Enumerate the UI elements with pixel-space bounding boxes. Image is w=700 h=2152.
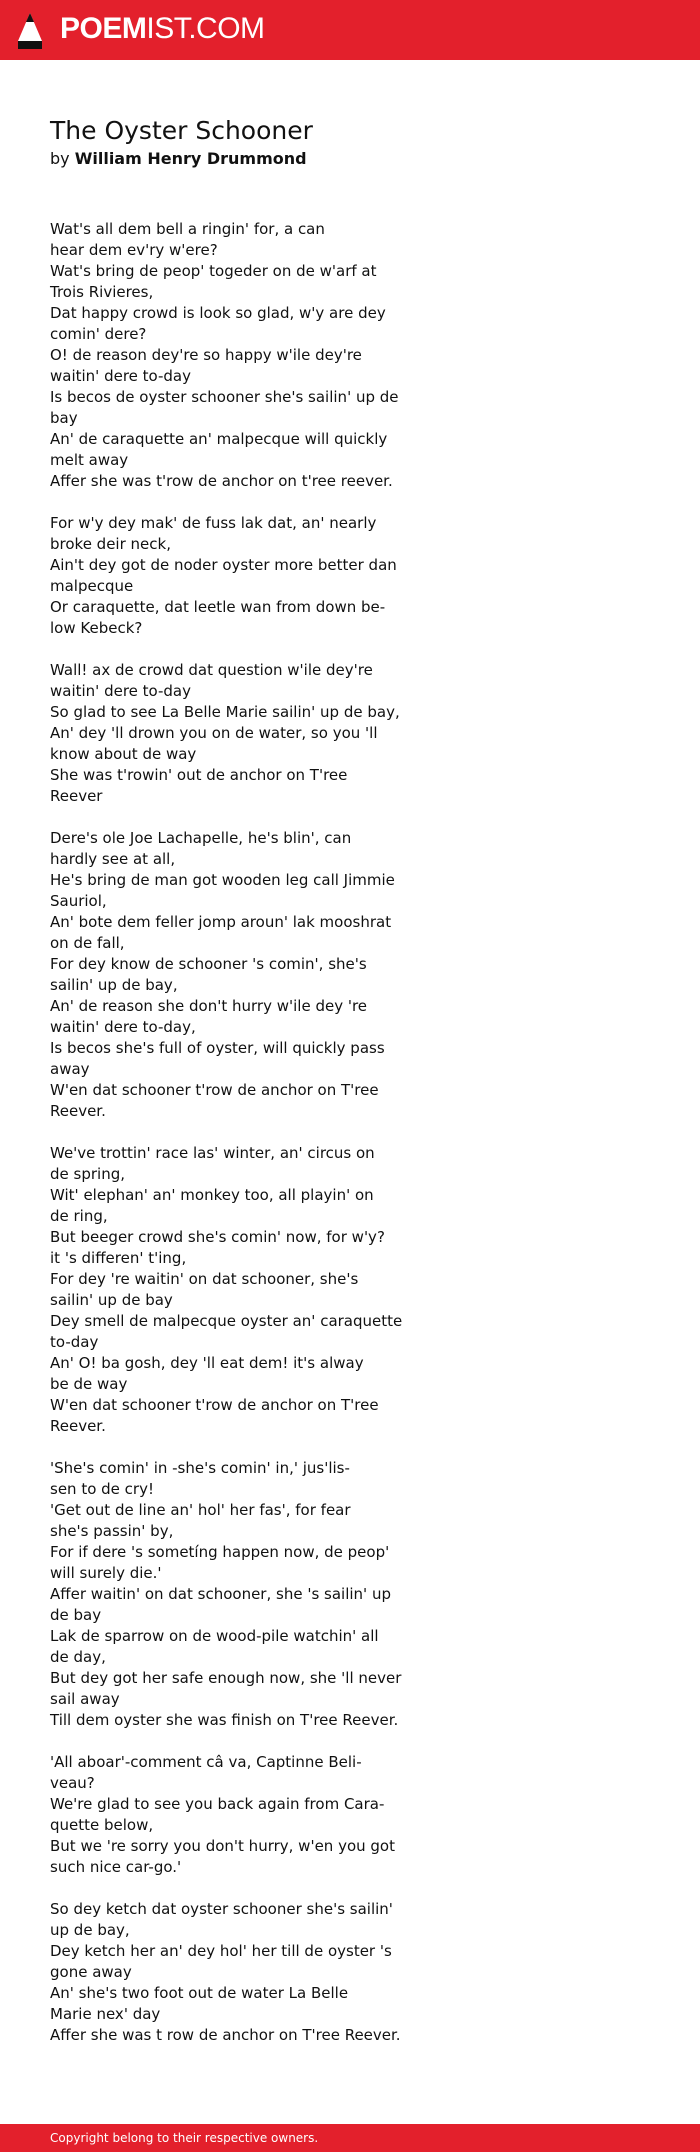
poem-line: But we 're sorry you don't hurry, w'en you got [50,1837,395,1855]
poem-line: Ain't dey got de noder oyster more better dan [50,556,397,574]
poem-line: For dey know de schooner 's comin', she's [50,955,367,973]
poem-line: bay [50,409,78,427]
poem-line: to-day [50,1333,99,1351]
poem-line: low Kebeck? [50,619,143,637]
poem-line: on de fall, [50,934,125,952]
poem-line: An' dey 'll drown you on de water, so you 'll [50,724,378,742]
poem-line: But dey got her safe enough now, she 'll never [50,1669,402,1687]
poem-line: Or caraquette, dat leetle wan from down be- [50,598,386,616]
poem-line: An' de reason she don't hurry w'ile dey 're [50,997,368,1015]
site-footer [0,2124,700,2152]
poem-line: Is becos de oyster schooner she's sailin' up de [50,388,399,406]
poem-line: An' she's two foot out de water La Belle [50,1984,349,2002]
site-logo[interactable] [60,11,265,47]
poem-line: O! de reason dey're so happy w'ile dey're [50,346,362,364]
poem-line: Wat's bring de peop' togeder on de w'arf at [50,262,377,280]
poem-line: de ring, [50,1207,108,1225]
poem-line: For w'y dey mak' de fuss lak dat, an' nearly [50,514,377,532]
poem-line: Lak de sparrow on de wood-pile watchin' all [50,1627,379,1645]
copyright-text: Copyright belong to their respective owners. [50,2131,319,2145]
by-label: by [50,149,70,168]
poem-line: malpecque [50,577,134,595]
poem-line: We're glad to see you back again from Cara- [50,1795,385,1813]
poem-line: Dat happy crowd is look so glad, w'y are dey [50,304,386,322]
poem-line: de day, [50,1648,106,1666]
poem-line: Affer waitin' on dat schooner, she 's sailin' up [50,1585,391,1603]
poem-line: He's bring de man got wooden leg call Jimmie [50,871,395,889]
poem-line: An' O! ba gosh, dey 'll eat dem! it's alway [50,1354,364,1372]
stanza [50,513,397,639]
poem-line: An' bote dem feller jomp aroun' lak mooshrat [50,913,392,931]
poem-line: But beeger crowd she's comin' now, for w'y? [50,1228,385,1246]
poem-line: An' de caraquette an' malpecque will quickly [50,430,388,448]
poem-line: de spring, [50,1165,125,1183]
stanza [50,1458,402,1731]
poem-line: comin' dere? [50,325,147,343]
poem-line: Marie nex' day [50,2005,161,2023]
poem-line: she's passin' by, [50,1522,174,1540]
logo-light-text: IST.COM [146,12,265,45]
stanza [50,828,395,1122]
poem-line: 'She's comin' in -she's comin' in,' jus'lis- [50,1459,350,1477]
poem-line: Reever. [50,1102,106,1120]
poem-line: away [50,1060,90,1078]
poem-line: de bay [50,1606,102,1624]
poem-line: gone away [50,1963,132,1981]
stanza [50,1752,395,1878]
poem-line: For dey 're waitin' on dat schooner, she's [50,1270,359,1288]
poem-line: sail away [50,1690,120,1708]
poem-body [50,219,403,2067]
author-name: William Henry Drummond [74,149,307,168]
poem-line: We've trottin' race las' winter, an' circus on [50,1144,375,1162]
poem-line: Dere's ole Joe Lachapelle, he's blin', can [50,829,352,847]
poem-line: Wit' elephan' an' monkey too, all playin' on [50,1186,374,1204]
poem-line: For if dere 's sometíng happen now, de peop' [50,1543,390,1561]
poem-line: hear dem ev'ry w'ere? [50,241,218,259]
poem-line: 'All aboar'-comment câ va, Captinne Beli- [50,1753,362,1771]
poem-line: veau? [50,1774,95,1792]
poem-line: waitin' dere to-day, [50,1018,196,1036]
poem-line: hardly see at all, [50,850,176,868]
poem-line: Trois Rivieres, [50,283,154,301]
poem-line: W'en dat schooner t'row de anchor on T'ree [50,1396,379,1414]
stanza [50,660,400,807]
poem-line: Is becos she's full of oyster, will quickly pass [50,1039,385,1057]
poem-line: such nice car-go.' [50,1858,182,1876]
poem-line: Reever [50,787,103,805]
stanza [50,219,399,492]
poem-line: sailin' up de bay, [50,976,178,994]
poem-line: waitin' dere to-day [50,682,191,700]
poem-line: melt away [50,451,129,469]
site-header [0,0,700,60]
byline [50,147,307,171]
poem-line: Dey smell de malpecque oyster an' caraquette [50,1312,403,1330]
poem-line: quette below, [50,1816,154,1834]
poem-line: Till dem oyster she was finish on T'ree Reever. [50,1711,399,1729]
pencil-icon [16,11,44,51]
poem-line: Dey ketch her an' dey hol' her till de oyster 's [50,1942,392,1960]
poem-line: Sauriol, [50,892,107,910]
stanza [50,1899,401,2046]
poem-line: Wat's all dem bell a ringin' for, a can [50,220,325,238]
poem-title: The Oyster Schooner [50,116,313,145]
poem-line: Affer she was t'row de anchor on t'ree reever. [50,472,393,490]
poem-line: know about de way [50,745,197,763]
stanza [50,1143,403,1437]
poem-line: sailin' up de bay [50,1291,173,1309]
poem-line: Reever. [50,1417,106,1435]
poem-line: So glad to see La Belle Marie sailin' up de bay, [50,703,400,721]
poem-line: broke deir neck, [50,535,171,553]
poem-line: be de way [50,1375,128,1393]
poem-line: it 's differen' t'ing, [50,1249,187,1267]
poem-line: Wall! ax de crowd dat question w'ile dey're [50,661,373,679]
poem-line: 'Get out de line an' hol' her fas', for fear [50,1501,351,1519]
logo-bold-text: POEM [60,12,147,45]
poem-line: up de bay, [50,1921,130,1939]
poem-line: sen to de cry! [50,1480,154,1498]
poem-line: She was t'rowin' out de anchor on T'ree [50,766,348,784]
poem-line: Affer she was t row de anchor on T'ree Reever. [50,2026,401,2044]
poem-line: W'en dat schooner t'row de anchor on T'ree [50,1081,379,1099]
poem-line: waitin' dere to-day [50,367,191,385]
poem-line: So dey ketch dat oyster schooner she's sailin' [50,1900,393,1918]
poem-line: will surely die.' [50,1564,162,1582]
